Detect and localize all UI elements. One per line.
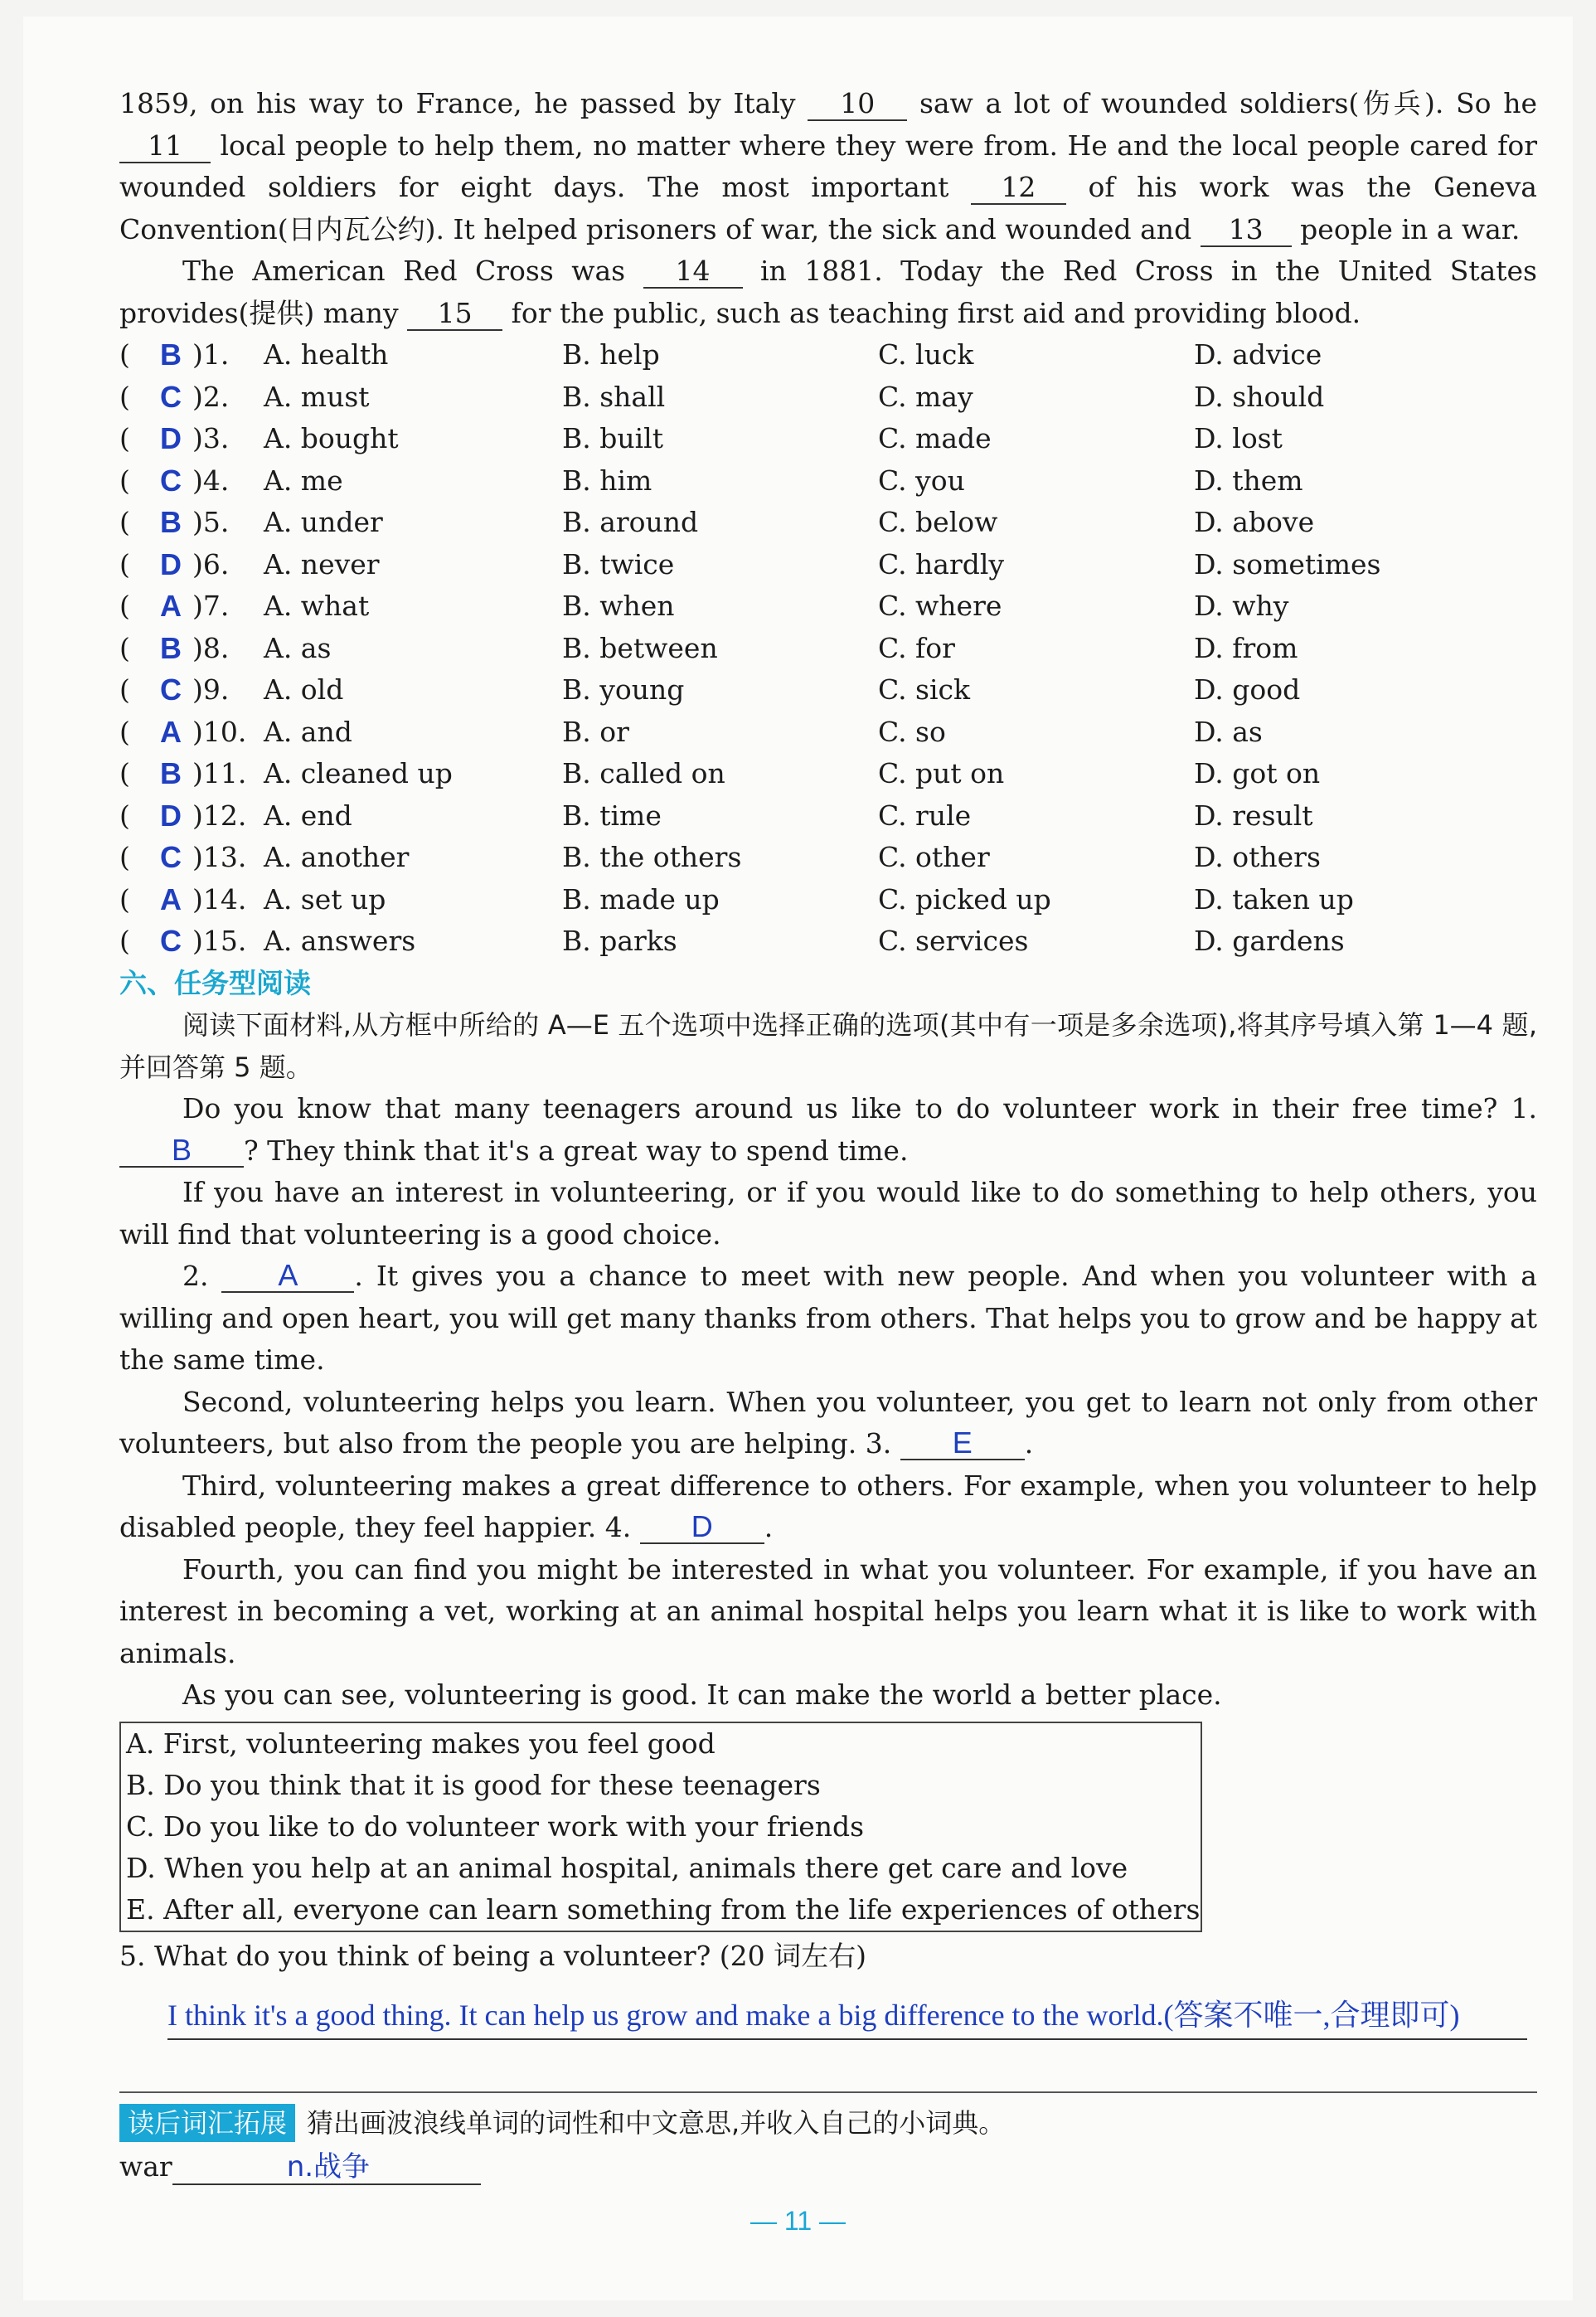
mcq-paren: (	[119, 673, 130, 706]
mcq-option-b: B. the others	[562, 841, 742, 873]
mcq-number: )7.	[192, 590, 230, 622]
mcq-answer: D	[160, 546, 182, 581]
vocab-item	[119, 2145, 1537, 2189]
vocab-extension	[119, 2101, 1537, 2145]
mcq-answer: C	[160, 924, 182, 958]
mcq-number: )9.	[192, 673, 230, 706]
mcq-option-a: A. answers	[264, 925, 416, 957]
mcq-number: )2.	[192, 380, 230, 413]
mcq-option-a: A. old	[264, 673, 344, 706]
divider-line	[119, 2091, 1537, 2093]
mcq-number: )6.	[192, 547, 230, 580]
mcq-option-c: C. rule	[878, 799, 972, 832]
vocab-badge: 读后词汇拓展	[119, 2104, 295, 2142]
mcq-option-a: A. what	[264, 590, 370, 622]
mcq-option-a: A. me	[264, 464, 343, 497]
answer-blank-4: D	[640, 1511, 764, 1544]
section-instructions: 阅读下面材料,从方框中所给的 A—E 五个选项中选择正确的选项(其中有一项是多余选项),将其序号填入第 1—4 题,并回答第 5 题。	[119, 1009, 1537, 1083]
mcq-option-d: D. sometimes	[1194, 547, 1381, 580]
mcq-paren: (	[119, 338, 130, 371]
mcq-row	[119, 585, 1537, 628]
mcq-option-b: B. parks	[562, 925, 677, 957]
mcq-option-d: D. good	[1194, 673, 1301, 706]
mcq-number: )15.	[192, 925, 247, 957]
mcq-paren: (	[119, 715, 130, 748]
mcq-number: )5.	[192, 506, 230, 538]
option-a: A. First, volunteering makes you feel good	[126, 1727, 716, 1760]
mcq-paren: (	[119, 547, 130, 580]
cloze-passage-paragraph-2	[119, 250, 1537, 334]
mcq-option-d: D. others	[1194, 841, 1321, 873]
mcq-number: )11.	[192, 757, 247, 789]
option-e: E. After all, everyone can learn something from the life experiences of others	[126, 1892, 1201, 1926]
mcq-number: )10.	[192, 715, 247, 748]
reading-paragraph-2: If you have an interest in volunteering, or if you would like to do something to help others, you will find that volunteering is a good choice.	[119, 1176, 1537, 1251]
mcq-option-d: D. why	[1194, 590, 1289, 622]
section-title: 六、任务型阅读	[119, 967, 311, 998]
blank-10: 10	[808, 88, 907, 121]
mcq-option-b: B. when	[562, 590, 675, 622]
mcq-option-a: A. cleaned up	[264, 757, 453, 789]
mcq-row	[119, 502, 1537, 544]
page-number: — 11 —	[750, 2206, 846, 2236]
option-d: D. When you help at an animal hospital, animals there get care and love	[126, 1851, 1128, 1884]
mcq-option-a: A. health	[264, 338, 389, 371]
mcq-row	[119, 879, 1537, 921]
page-content	[119, 83, 1537, 2189]
mcq-option-d: D. them	[1194, 464, 1303, 497]
reading-text: Do you know that many teenagers around us like to do volunteer work in their free time? 1.	[182, 1092, 1537, 1124]
mcq-option-b: B. or	[562, 715, 629, 748]
vocab-instruction: 猜出画波浪线单词的词性和中文意思,并收入自己的小词典。	[307, 2107, 1006, 2139]
mcq-answer: A	[160, 882, 182, 916]
mcq-row	[119, 460, 1537, 503]
mcq-option-c: C. so	[878, 715, 946, 748]
mcq-option-b: B. made up	[562, 882, 720, 916]
mcq-option-d: D. gardens	[1194, 925, 1345, 957]
mcq-row	[119, 544, 1537, 586]
mcq-option-b: B. between	[562, 631, 718, 664]
reading-paragraph-3	[119, 1256, 1537, 1382]
mcq-row	[119, 334, 1537, 376]
mcq-option-c: C. other	[878, 841, 990, 873]
mcq-option-c: C. put on	[878, 757, 1005, 789]
mcq-option-a: A. bought	[264, 422, 399, 454]
mcq-row	[119, 628, 1537, 670]
passage-text: The American Red Cross was	[182, 255, 643, 287]
mcq-number: )1.	[192, 338, 230, 371]
reading-text: Third, volunteering makes a great difference to others. For example, when you volunteer to help disabled people, they feel happier. 4.	[119, 1469, 1537, 1543]
mcq-option-a: A. another	[264, 841, 410, 873]
mcq-answer: A	[160, 589, 182, 623]
mcq-option-c: C. picked up	[878, 882, 1051, 916]
mcq-paren: (	[119, 841, 130, 873]
mcq-option-d: D. lost	[1194, 422, 1283, 454]
mcq-option-c: C. luck	[878, 338, 974, 371]
mcq-answer: A	[160, 714, 182, 749]
mcq-paren: (	[119, 506, 130, 538]
passage-text: people in a war.	[1291, 212, 1521, 245]
option-b: B. Do you think that it is good for these teenagers	[126, 1768, 821, 1801]
mcq-answer: B	[160, 630, 182, 665]
mcq-option-d: D. taken up	[1194, 882, 1354, 916]
mcq-answer: B	[160, 756, 182, 790]
option-c: C. Do you like to do volunteer work with your friends	[126, 1809, 865, 1843]
reading-text: 2.	[182, 1260, 222, 1292]
blank-14: 14	[643, 255, 743, 289]
reading-paragraph-4	[119, 1382, 1537, 1465]
mcq-option-b: B. help	[562, 338, 660, 371]
mcq-option-c: C. you	[878, 464, 965, 497]
options-box	[119, 1722, 1202, 1932]
mcq-paren: (	[119, 799, 130, 832]
reading-paragraph-5	[119, 1465, 1537, 1549]
mcq-option-d: D. as	[1194, 715, 1263, 748]
mcq-option-d: D. got on	[1194, 757, 1321, 789]
mcq-answer: B	[160, 505, 182, 539]
mcq-answer: B	[160, 338, 182, 372]
mcq-paren: (	[119, 380, 130, 413]
vocab-word: war	[119, 2150, 172, 2183]
mcq-paren: (	[119, 464, 130, 497]
mcq-option-c: C. where	[878, 590, 1002, 622]
reading-text: . It gives you a chance to meet with new people. And when you volunteer with a willing and open heart, you will get many thanks from others. That helps you to grow and be happy at the same time.	[119, 1260, 1538, 1376]
reading-text: .	[764, 1511, 774, 1543]
mcq-number: )12.	[192, 799, 247, 832]
mcq-paren: (	[119, 590, 130, 622]
blank-13: 13	[1201, 214, 1292, 247]
mcq-option-b: B. time	[562, 799, 662, 832]
mcq-option-b: B. him	[562, 464, 652, 497]
mcq-option-b: B. built	[562, 422, 663, 454]
answer-blank-1: B	[119, 1134, 244, 1168]
mcq-option-a: A. as	[264, 631, 332, 664]
vocab-answer: n.战争	[172, 2150, 481, 2185]
mcq-paren: (	[119, 422, 130, 454]
mcq-option-c: C. may	[878, 380, 973, 413]
mcq-option-b: B. twice	[562, 547, 675, 580]
mcq-paren: (	[119, 757, 130, 789]
mcq-row	[119, 376, 1537, 419]
mcq-option-b: B. around	[562, 506, 699, 538]
passage-text: for the public, such as teaching first aid and providing blood.	[502, 296, 1361, 329]
mcq-number: )8.	[192, 631, 230, 664]
mcq-answer: C	[160, 673, 182, 707]
cloze-passage-paragraph-1	[119, 83, 1537, 250]
multiple-choice-list	[119, 334, 1537, 963]
reading-text: .	[1024, 1427, 1034, 1460]
passage-text: local people to help them, no matter where they were from. He and the local people cared for wounded soldiers for eight days. The most important	[119, 129, 1537, 203]
mcq-paren: (	[119, 631, 130, 664]
blank-12: 12	[971, 172, 1066, 205]
mcq-answer: C	[160, 840, 182, 874]
mcq-option-a: A. and	[264, 715, 352, 748]
mcq-paren: (	[119, 925, 130, 957]
reading-paragraph-6: Fourth, you can find you might be interested in what you volunteer. For example, if you have an interest in becoming a vet, working at an animal hospital helps you learn what it is like to work with animals.	[119, 1552, 1537, 1669]
mcq-option-d: D. should	[1194, 380, 1325, 413]
mcq-option-b: B. shall	[562, 380, 666, 413]
mcq-number: )3.	[192, 422, 230, 454]
mcq-option-a: A. must	[264, 380, 370, 413]
answer-blank-2: A	[221, 1260, 354, 1293]
mcq-row	[119, 712, 1537, 754]
mcq-answer: C	[160, 379, 182, 414]
worksheet-page	[23, 17, 1573, 2300]
passage-text: of his work was the Geneva Convention(日内瓦公约). It helped prisoners of war, the sick and wounded and	[119, 171, 1537, 245]
mcq-option-b: B. young	[562, 673, 685, 706]
mcq-row	[119, 753, 1537, 795]
mcq-option-a: A. set up	[264, 882, 386, 916]
mcq-option-a: A. under	[264, 506, 383, 538]
mcq-option-c: C. sick	[878, 673, 971, 706]
passage-text: saw a lot of wounded soldiers(伤兵). So he	[907, 87, 1537, 119]
mcq-option-c: C. hardly	[878, 547, 1005, 580]
mcq-number: )14.	[192, 882, 247, 916]
mcq-paren: (	[119, 882, 130, 916]
blank-15: 15	[407, 298, 502, 331]
answer-blank-3: E	[900, 1427, 1025, 1460]
mcq-option-d: D. result	[1194, 799, 1313, 832]
mcq-option-d: D. from	[1194, 631, 1298, 664]
mcq-option-d: D. advice	[1194, 338, 1322, 371]
mcq-answer: C	[160, 463, 182, 498]
mcq-row	[119, 795, 1537, 838]
mcq-number: )4.	[192, 464, 230, 497]
reading-text: Second, volunteering helps you learn. When you volunteer, you get to learn not only from other volunteers, but also from the people you are helping. 3.	[119, 1385, 1537, 1460]
mcq-row	[119, 669, 1537, 712]
reading-paragraph-1	[119, 1088, 1537, 1172]
passage-text: in 1881. Today the Red Cross in the United States provides(提供) many	[119, 255, 1537, 329]
blank-11: 11	[119, 130, 211, 163]
mcq-row	[119, 837, 1537, 879]
mcq-row	[119, 418, 1537, 460]
reading-text: ? They think that it's a great way to spend time.	[244, 1134, 909, 1167]
mcq-option-c: C. made	[878, 422, 992, 454]
reading-paragraph-7: As you can see, volunteering is good. It can make the world a better place.	[182, 1678, 1222, 1711]
mcq-option-c: C. below	[878, 506, 998, 538]
mcq-option-c: C. services	[878, 925, 1029, 957]
mcq-option-b: B. called on	[562, 757, 725, 789]
mcq-answer: D	[160, 798, 182, 833]
mcq-option-d: D. above	[1194, 506, 1315, 538]
passage-text: 1859, on his way to France, he passed by Italy	[119, 87, 808, 119]
question-5-answer: I think it's a good thing. It can help us grow and make a big difference to the world.(答案不唯一,合理即可)	[167, 1992, 1527, 2040]
mcq-option-c: C. for	[878, 631, 955, 664]
mcq-number: )13.	[192, 841, 247, 873]
mcq-option-a: A. end	[264, 799, 352, 832]
mcq-row	[119, 920, 1537, 963]
mcq-answer: D	[160, 421, 182, 455]
question-5: 5. What do you think of being a volunteer? (20 词左右)	[119, 1939, 867, 1972]
mcq-option-a: A. never	[264, 547, 380, 580]
